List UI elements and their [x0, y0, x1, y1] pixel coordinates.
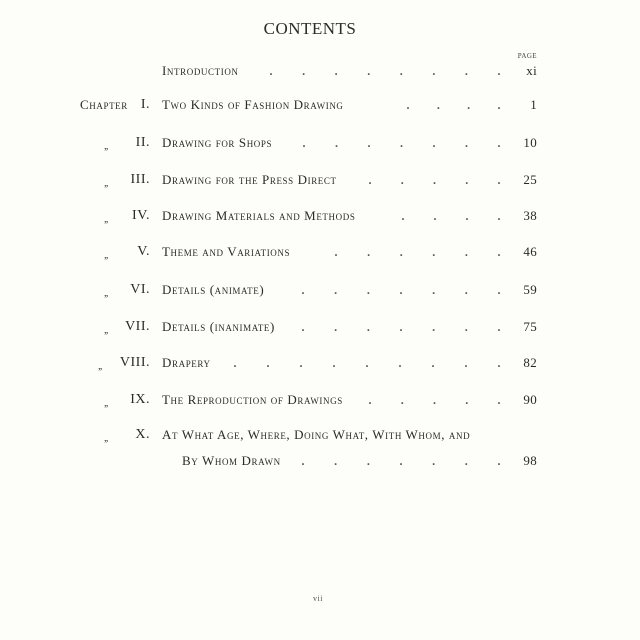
toc-entry-chapter-8[interactable] [0, 353, 640, 373]
chapter-numeral: V. [137, 244, 150, 259]
toc-entry-chapter-10-continued[interactable] [0, 451, 640, 471]
chapter-label: Chapter [80, 97, 128, 112]
toc-entry-chapter-6[interactable] [0, 280, 640, 300]
entry-page-number: 10 [523, 135, 537, 150]
page-title: CONTENTS [263, 19, 357, 38]
page-column-label: PAGE [517, 52, 537, 60]
dot-leaders: . . . . . . . . . [233, 356, 501, 370]
ditto-mark: ,, [104, 249, 108, 261]
entry-title: At What Age, Where, Doing What, With Whom, and [162, 427, 471, 442]
toc-entry-chapter-3[interactable] [0, 170, 640, 190]
dot-leaders: . . . . . . . . [269, 64, 501, 78]
entry-page-number: 38 [523, 208, 537, 223]
page-folio: vii [313, 594, 323, 603]
ditto-mark: ,, [104, 287, 108, 299]
entry-title: Details (animate) [162, 282, 265, 297]
ditto-mark: ,, [104, 213, 108, 225]
ditto-mark: ,, [104, 140, 108, 152]
ditto-mark: ,, [104, 432, 108, 444]
entry-title: Drawing for the Press Direct [162, 172, 337, 187]
chapter-numeral: VII. [125, 319, 150, 334]
entry-page-number: 82 [523, 355, 537, 370]
entry-page-number: 46 [523, 244, 537, 259]
dot-leaders: . . . . . . . [302, 136, 501, 150]
ditto-mark: ,, [98, 360, 102, 372]
dot-leaders: . . . . [401, 209, 501, 223]
chapter-numeral: I. [140, 97, 150, 112]
entry-page-number: 98 [523, 453, 537, 468]
dot-leaders: . . . . . . . [301, 320, 501, 334]
chapter-numeral: VIII. [119, 355, 150, 370]
entry-title: Two Kinds of Fashion Drawing [162, 97, 344, 112]
entry-page-number: 25 [523, 172, 537, 187]
entry-title: Drawing for Shops [162, 135, 273, 150]
chapter-numeral: III. [130, 172, 150, 187]
toc-entry-chapter-4[interactable] [0, 206, 640, 226]
entry-page-number: 90 [523, 392, 537, 407]
dot-leaders: . . . . . [368, 393, 501, 407]
toc-entry-chapter-7[interactable] [0, 317, 640, 337]
chapter-numeral: IX. [130, 392, 150, 407]
ditto-mark: ,, [104, 177, 108, 189]
ditto-mark: ,, [104, 324, 108, 336]
entry-page-number: xi [526, 63, 537, 78]
dot-leaders: . . . . . [368, 173, 501, 187]
entry-page-number: 1 [530, 97, 537, 112]
dot-leaders: . . . . . . . [301, 283, 501, 297]
toc-entry-chapter-10[interactable] [0, 425, 640, 445]
entry-title: Introduction [162, 63, 239, 78]
entry-title: Drawing Materials and Methods [162, 208, 356, 223]
entry-title: Theme and Variations [162, 244, 291, 259]
dot-leaders: . . . . . . . [301, 454, 501, 468]
entry-page-number: 59 [523, 282, 537, 297]
toc-entry-chapter-1[interactable] [0, 95, 640, 115]
entry-title: Details (inanimate) [162, 319, 275, 334]
chapter-numeral: X. [135, 427, 150, 442]
chapter-numeral: IV. [132, 208, 150, 223]
dot-leaders: . . . . . . [334, 245, 501, 259]
chapter-numeral: VI. [130, 282, 150, 297]
toc-entry-chapter-9[interactable] [0, 390, 640, 410]
dot-leaders: . . . . [406, 98, 501, 112]
toc-entry-chapter-5[interactable] [0, 242, 640, 262]
entry-title-continued: By Whom Drawn [182, 453, 281, 468]
entry-page-number: 75 [523, 319, 537, 334]
chapter-numeral: II. [135, 135, 150, 150]
toc-entry-chapter-2[interactable] [0, 133, 640, 153]
toc-entry-introduction[interactable] [0, 61, 640, 81]
ditto-mark: ,, [104, 397, 108, 409]
entry-title: The Reproduction of Drawings [162, 392, 343, 407]
entry-title: Drapery [162, 355, 211, 370]
